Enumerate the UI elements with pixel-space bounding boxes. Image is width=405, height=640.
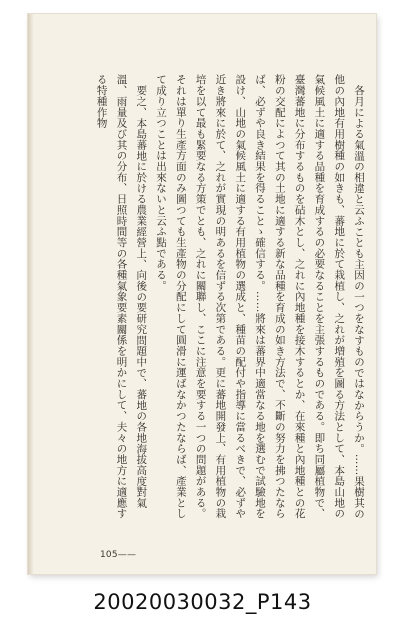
book-page <box>28 14 376 574</box>
vertical-text-body <box>76 74 368 519</box>
paragraph-1: 各月による氣溫の相違と云ふことも主因の一つをなすものではなからうか。……果樹其の他の內地有用樹種の如きも、蕃地に於て栽植し、之れが増殖を圖る方法として、本島山地の氣候風土に適する品種を育成するの必要なることを主張するものである。即ち同屬植物で、臺灣蕃地に分布するものを砧木とし、之れに內地種を接木するとか、在來種と內地種との花粉の交配によつて其の土地に適する新な品種を育成の如き方法で、不斷の努力を拂つたならば、必ずや良き結果を得ることゝ確信する。……將來は蕃界中適當なる地を選むで試驗地を設け、山地の氣候風土に適する有用植物の選成と、種苗の配付や指導に當るべきで、必ずや近き將來に於て、之れが實現の明あるを信ずる次第である。更に蕃地開發上、有用植物の栽培を以て最も緊要なる方策でとも、之れに關聯し、ここに注意を要する一つの問題がある。それは單り生產方面のみ圖つても生產物の分配にして圓滑に運ばなかつたならば、產業として成り立つことは出來ないと云ふ點である。 <box>155 74 365 519</box>
paragraph-2: 要之、本島蕃地に於ける農業經營上、向後の要研究問題中で、蕃地の各地海拔高度對氣溫、雨量及び其の分布、日照時間等の各種氣象要素關係を明かにして、夫々の地方に適應する特種作物 <box>95 74 148 519</box>
page-number: 105—— <box>100 550 137 560</box>
image-id-caption: 20020030032_P143 <box>93 590 312 614</box>
